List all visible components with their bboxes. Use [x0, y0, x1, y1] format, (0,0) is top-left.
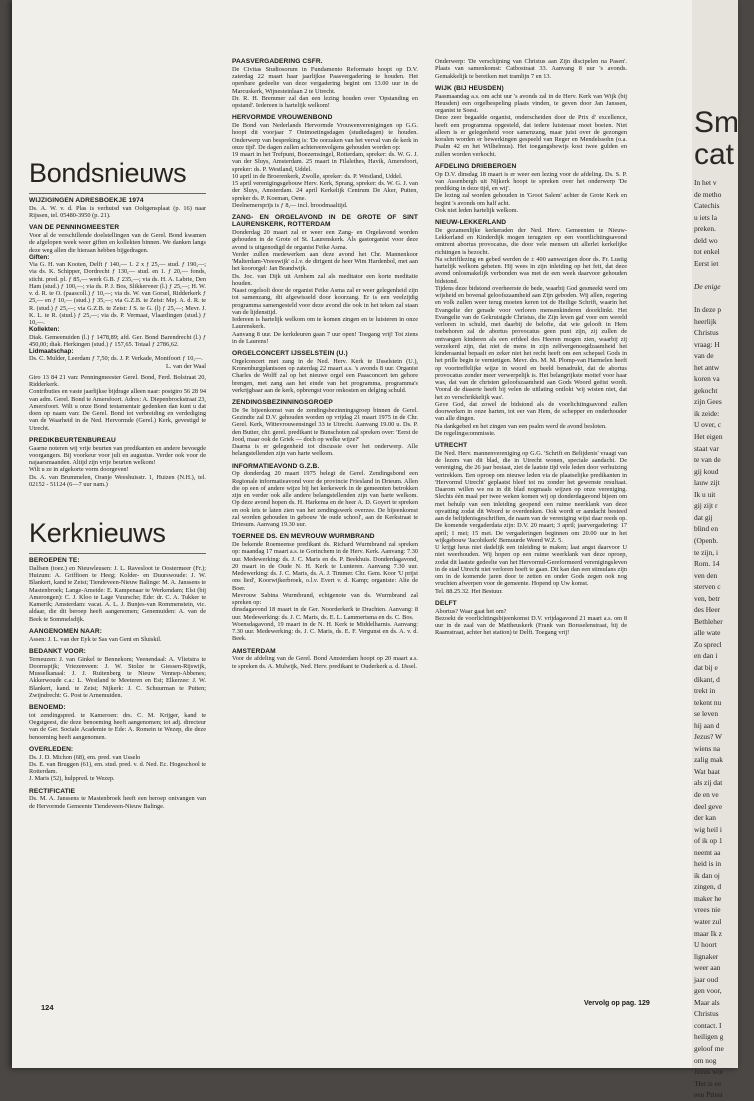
adjacent-text-line: gen voor,: [694, 986, 722, 996]
section-paragraph: Tel. 88.25.32. Het Bestuur.: [435, 587, 503, 595]
adjacent-text-line: om nog: [694, 1055, 717, 1065]
adjacent-text-line: U over, c: [694, 420, 721, 430]
section-paragraph: Deelnemersprijs is ƒ 8,— incl. broodmaaltijd.: [232, 201, 348, 209]
adjacent-text-line: ven, betr: [694, 593, 720, 603]
adjacent-text-line: ven den: [694, 570, 718, 580]
adjacent-text-line: [694, 292, 754, 304]
section-paragraph: Contributies en vaste jaarlijkse bijdrage alleen naar: postgiro 56 28 94 van adm. Gerel. Bond te Amersfoort. Adres: A. Diepenbrockstraat 23, Amersfoort. Wilt u onze Bond testamentair gedenken dan kunt u dat doen op naam van: De Gerel. Bond tot verbreiding en verdediging van de Waarheid in de Ned. Hervormde (Gerel.) Kerk, gevestigd te Utrecht.: [29, 388, 206, 432]
section-paragraph: dinsdagavond 18 maart in de Ger. Noorderkerk te Drachten. Aanvang: 8 uur. Medewerking: ds. J. C. Maris, ds. E. L. Lammertsma en ds. C. Bos.: [232, 606, 418, 621]
title-rule: [29, 553, 206, 554]
section-heading: AANGENOMEN NAAR:: [29, 627, 103, 635]
adjacent-text-line: maker he: [694, 893, 722, 903]
adjacent-text-line: Het eigen: [694, 432, 723, 442]
magazine-page: [12, 0, 738, 1068]
section-paragraph: Gaarne noteren wij vrije beurten van predikanten en andere bevoegde voorgangers. Bij voorkeur voor juli en augustus. Verder ook voor de najaarsmaanden. Altijd zijn vrije beurten welkom!: [29, 444, 206, 466]
adjacent-text-line: Wat baat: [694, 766, 720, 776]
section-heading: BEROEPEN TE:: [29, 557, 80, 564]
adjacent-text-line: deld wo: [694, 235, 718, 245]
section-paragraph: J. Maris (52), hulppred. te Wezep.: [29, 775, 115, 783]
section-paragraph: De Bond van Nederlands Hervormde Vrouwenverenigingen op G.G. hoopt dit voorjaar 7 Ontmoetingsdagen (studiedagen) te houden. Onderwerp van bespreking is: 'De oorzaken van het verval van de kerk in onze tijd'. De dagen zullen achtereenvolgens gehouden worden op:: [232, 122, 418, 151]
section-title-kerknieuws: Kerknieuws: [29, 518, 166, 548]
adjacent-text-line: lignaker: [694, 951, 719, 961]
right-section-list: [435, 58, 627, 637]
section-paragraph: Bezoekt de voorlichtingsbijeenkomst D.V. vrijdagavond 21 maart a.s. om 8 uur in de zaal van de Mattheuskerk (Frank van Borsselenstraat, bij de Raamstraat, achter het station) te Delft. Toegang vrij!: [435, 614, 627, 637]
adjacent-text-line: weer aan: [694, 963, 721, 973]
section-heading: DELFT: [435, 599, 457, 607]
adjacent-title-line-2: cat: [694, 138, 735, 171]
adjacent-page-fragment: [692, 0, 739, 1100]
section-paragraph: 15 april verenigingsgebouw Herv. Kerk, Sprang, spreker: ds. W. G. J. van der Sluys, Amsterdam. 24 april Kerkelijk Centrum De Aker, Putten, spreker ds. P. Koeman, Oene.: [232, 180, 418, 202]
adjacent-text-line: en dan i: [694, 651, 718, 661]
continued-note: Vervolg op pag. 129: [584, 1000, 650, 1007]
adjacent-text-line: gekocht: [694, 385, 718, 395]
adjacent-text-line: se leven: [694, 709, 719, 719]
adjacent-text-line: van de: [694, 351, 714, 361]
adjacent-text-line: Christus: [694, 1009, 719, 1019]
section-heading: PREDIKBEURTENBUREAU: [29, 436, 116, 444]
adjacent-text-line: dat gij: [694, 512, 713, 522]
adjacent-text-line: Jezus? W: [694, 732, 722, 742]
section-paragraph: De Ned. Herv. mannenvereniging op G.G. 'Schrift en Belijdenis' vraagt van de lezers van dit blad, die in Utrecht wonen, speciale aandacht. De vereniging, die 26 jaar bestaat, ziet de laatste tijd vele leden door verhuizing vertrekken. Een oproep om nieuwe leden via de plaatselijke predikanten in 'Hervormd Utrecht' geplaatst bleef tot nu zonder het gewenste resultaat. Daarom willen we nu in dit blad nogmaals wijzen op onze vereniging. Slechts één maal per twee weken komen wij op donderdagavond bijeen om met behulp van een inleiding geopend een ruime neerklank van deze opvatting zodat dit Woord te overdenken. Ook wordt er aandacht besteed aan de belijdenisgeschriften, de naam van de vereniging wijst daar reeds op.: [435, 449, 627, 522]
adjacent-text-line: zijn Gees: [694, 397, 722, 407]
section-paragraph: 19 maart in het Trefpunt, Boezemsingel, Rotterdam, spreker: ds. W. G. J. van der Sluys, Amsterdam. 25 maart in Filalethes, Havik, Amersfoort, spreker: ds. P. Westland, Uddel.: [232, 151, 418, 173]
adjacent-text-line: ik zeide:: [694, 408, 720, 418]
section-paragraph: Kollekten:: [29, 326, 60, 334]
adjacent-text-line: de en ve: [694, 789, 719, 799]
section-paragraph: De lezing zal worden gehouden in 'Groot Salem' achter de Grote Kerk en begint 's avonds om half acht.: [435, 192, 627, 207]
adjacent-text-line: [694, 269, 754, 281]
section-heading: ZANG- EN ORGELAVOND IN DE GROTE OF SINT LAURENSKERK, ROTTERDAM: [232, 214, 418, 229]
section-paragraph: De komende vergaderdata zijn: D.V. 20 maart; 3 april; jaarvergadering: 17 april; 1 mei; 15 mei. De vergaderingen beginnen om 20.00 uur in het wijkgebouw 'Jacobikerk' Bemuurde Weerd W.Z. 5.: [435, 522, 627, 544]
adjacent-text-line: Catechis: [694, 201, 720, 211]
section-paragraph: 10 april in de Broerenkerk, Zwolle, spreker: ds. P. Westland, Uddel.: [232, 172, 403, 180]
section-paragraph: Ds. A. W. v. d. Plas is verhuisd van Ooltgensplaat (p. 16) naar Rijssen, tel. 05480-3950 (p. 21).: [29, 204, 206, 219]
section-paragraph: Ds. A. van Brummelen, Oranje Weeshuisstr. 1, Huizen (N.H.), tel. 02152 - 51124 (6—7 uur nam.): [29, 473, 206, 488]
adjacent-text-line: In het v: [694, 178, 717, 187]
adjacent-text-line: tot enkel: [694, 247, 720, 257]
kerk-section-list: [29, 557, 206, 810]
section-paragraph: Tijdens deze bidstond overheerste de bede, waarbij God gesmeekt werd om wijsheid en bovenal geloofszaamheid aan Zijn geboden. Wij allen, regering en volk zullen weer terug moeten keren tot de Heilige Schrift, waarin het Evangelie der genade voor verloren mensenkinderen doorklinkt. Het Evangelie van de Gekruisigde Christus, die Zijn leven gaf voor een wereld verloren in schuld, met daarbij de belofte, dat wie gelooft in Hem toebehoren zal de abortus provocatus geen punt zijn, zij zullen de ontvangen kinderen als een erfdeel des Heeren mogen zien, waarbij zij verzekerd zijn, dat niet de mens in zijn zelfvergenoegdzaamheid het kinderaantal bepaalt en zeker niet het recht heeft om een schepsel Gods in het prille begin te vernietigen. Mevr. drs. M. M. Plomp-van Harmelen heeft op voortreffelijke wijze in woord en beeld benadrukt, dat de abortus provocatus zonder meer verwerpelijk is. Het belangrijkste motief voor haar was, dat van de christen geloofszaamheid aan Gods Woord geëist wordt. Vooral de diaserie heeft bij velen de uitlating ontlokt 'wij wisten niet, dat het zo verschrikkelijk was'.: [435, 284, 627, 401]
section-paragraph: Na dankgebed en het zingen van een psalm werd de avond besloten.: [435, 422, 607, 430]
adjacent-text-line: koren va: [694, 374, 720, 384]
adjacent-text-line: des Heer: [694, 605, 721, 615]
adjacent-text-line: zalig mak: [694, 755, 723, 765]
section-paragraph: Onderwerp: 'De verschijning van Christus aan Zijn discipelen na Pasen'. Plaats van samenkomst: Catbostraat 33. Aanvang 8 uur 's avonds. Gemakkelijk te bereiken met tramlijn 7 en 13.: [435, 58, 627, 80]
section-heading: PAASVERGADERING CSFR.: [232, 58, 323, 65]
section-paragraph: Woensdagavond, 19 maart in de N. H. Kerk te Middelharnis. Aanvang: 7.30 uur. Medewerking: ds. J. C. Maris, ds. E. F. Vergunst en ds. A. v. d. Beek.: [232, 620, 418, 643]
section-paragraph: Mevrouw Sabina Wurmbrand, echtgenote van ds. Wurmbrand zal spreken op:: [232, 591, 418, 606]
adjacent-text-line: deel geve: [694, 801, 723, 811]
section-paragraph: Terneuzen: J. van Ginkel te Bennekom; Veenendaal: A. Vlietstra te Doornspijk; Vriezenveen: J. W. Stolze te Giessen-Rijswijk, Musselkanaal: J. J. Ruitenberg te Nieuw Vennep-Abbenes; Akkerwoude c.a.: L. Westland te Meeteren en Est; Elkerzee: J. W. Blankert, kand. te Zeist; Nijkerk: J. C. Schuurman te Putten; Zwijndrecht: G. Post te Arnemuiden.: [29, 655, 206, 699]
section-paragraph: Giro 13 84 21 van: Penningmeester Gerel. Bond, Ferd. Bolstraat 20, Ridderkerk.: [29, 373, 206, 388]
section-heading: HERVORMDE VROUWENBOND: [232, 114, 333, 122]
adjacent-text-line: een Priest: [694, 1090, 723, 1100]
adjacent-text-line: te van de: [694, 455, 721, 465]
middle-section-list: [232, 58, 418, 670]
section-paragraph: Voor al de verschillende doelstellingen van de Gerel. Bond kwamen de afgelopen week weer giften en kollekten binnen. We danken langs deze weg allen die hieraan hebben bijgedragen.: [29, 232, 206, 254]
adjacent-text-line: hij aan d: [694, 720, 720, 730]
section-paragraph: Orgelconcert met zang in de Ned. Herv. Kerk te IJsselstein (U.), Kronenburgplantsoen op zaterdag 22 maart a.s. 's avonds 8 uur. Organist Charles de Wolff zal op het nieuwe orgel een Paasconcert ten gehore brengen, met zang aan het einde van het programma, programma's verkrijgbaar aan de kerk, opbrengst voor onkosten en delging schuld.: [232, 357, 418, 394]
adjacent-text-line: Maar als: [694, 997, 720, 1007]
adjacent-text-line: trekt in: [694, 686, 716, 696]
adjacent-text-line: wig heil i: [694, 824, 722, 834]
section-paragraph: Deze zeer begaafde organist, onderscheiden door de Prix d' excellence, heeft een programma opgesteld, dat iedere luisteraar moet boeien. Niet alleen is er gelegenheid voor samenzang, maar juist over de gezongen koralen worden er bewerkingen gespeeld van Reger en Mendelssohn (o.a. Psalm 42 en het Wilhelmus). Het toegangsbewijs kost twee gulden en zullen worden verkocht.: [435, 114, 627, 158]
section-paragraph: Voor de afdeling van de Gerel. Bond Amsterdam hoopt op 20 maart a.s. te spreken ds. A. Mulwijk, Ned. Herv. predikant te Ouderkerk a. d. IJssel.: [232, 655, 418, 670]
adjacent-title-line-1: Sm: [694, 106, 739, 139]
section-title-bondsnieuws: Bondsnieuws: [29, 158, 187, 188]
adjacent-text-lines: [694, 177, 754, 1101]
section-paragraph: Paasmaandag a.s. om acht uur 's avonds zal in de Herv. Kerk van Wijk (bij Heusden) een orgelbespeling plaats vinden, te geven door Jan Janssen, organist te Soest.: [435, 92, 627, 114]
title-rule: [29, 193, 206, 194]
adjacent-text-line: als zij dat: [694, 778, 723, 788]
section-paragraph: Wilt u ze in afgekorte vorm doorgeven!: [29, 466, 129, 474]
adjacent-text-line: de metho: [694, 189, 722, 199]
adjacent-text-line: heid is in: [694, 859, 722, 869]
section-paragraph: Diak. Gemeenuiden (l.) ƒ 1478,89; afd. Ger. Bond Barendrecht (l.) ƒ 450,00; diak. Herkingen (stud.) ƒ 157,65. Totaal ƒ 2786,62.: [29, 333, 206, 348]
adjacent-text-line: te zijn, i: [694, 547, 719, 557]
section-heading: WIJK (BIJ HEUSDEN): [435, 84, 504, 92]
adjacent-text-line: der kan: [694, 813, 716, 823]
adjacent-text-line: ik dan oj: [694, 870, 720, 880]
adjacent-text-line: staat var: [694, 443, 719, 453]
adjacent-text-line: heiligen g: [694, 1032, 724, 1042]
adjacent-text-line: Eerst iet: [694, 258, 719, 268]
bond-section-list: [29, 197, 206, 488]
section-paragraph: Dalfsen (toez.) en Nieuwleusen: J. L. Ravesloot te Oostermeer (Fr.); Huizum: A. Griffioen te Heeg; Kolder- en Duurswoude: J. W. Blankert, kand te Zeist; Tiendeveen-Nieuw Balinge: M. A. Janssens te Mastenbroek; Lange-Ameide: E. Kampenaar te Werkendam; Elst (bij Amerongen): C. J. Kloo te Lage Vuursche; Ede: dr. C. A. Tukker te Kamerik; Amsterdam: vacat. A. L. J. Bunjes-van Rommenstein, vic. aldaar, die dit beroep heeft aangenomen; Genemuiden: A. van de Beek te Sommelsdijk.: [29, 564, 206, 623]
adjacent-text-line: lauw zijt: [694, 478, 720, 488]
section-paragraph: U krijgt heus niet dadelijk een inleiding te maken; laat angst daarvoor U niet weerhouden. Wij hopen op een ruime weerklank van deze oproep, zodat dit laatste gedeelte van het Hervormd-Gereformeerd verenigingsleven in de stad Utrecht niet verloren hoeft te gaan. Dit kan dan een stimulans zijn om in de komende jaren door te zetten en onder Gods zegen ook nog vruchten afwerpen voor de gemeente. Hopend op Uw komst.: [435, 544, 627, 588]
column-middle: [232, 58, 418, 1008]
section-paragraph: Donderdag 20 maart zal er weer een Zang- en Orgelavond worden gehouden in de Grote of St. Laurenskerk. Als gastorganist voor deze avond is uitgenodigd de organist Feike Asma.: [232, 229, 418, 251]
adjacent-text-line: tekent nu: [694, 697, 722, 707]
section-paragraph: De gezamenlijke kerkeraden der Ned. Herv. Gemeenten te Nieuw-Lekkerland en Kinderdijk mogen terugzien op een voortlichtingsavond omtrent abortus provocatus, die door vele mensen uit allerlei kerkelijke richtingen is bezocht.: [435, 226, 627, 256]
section-heading: BEDANKT VOOR:: [29, 647, 86, 655]
adjacent-text-line: gij koud: [694, 466, 719, 476]
adjacent-text-line: U hoort: [694, 940, 717, 950]
section-heading: UTRECHT: [435, 442, 468, 449]
adjacent-text-line: zingen, d: [694, 882, 722, 892]
adjacent-text-line: jaar oud: [694, 974, 719, 984]
section-heading: BENOEMD:: [29, 704, 66, 711]
section-heading: AMSTERDAM: [232, 647, 276, 655]
adjacent-text-line: of ik op 1: [694, 836, 723, 846]
section-paragraph: Aanvang 8 uur. De kerkdeuren gaan 7 uur open! Toegang vrij! Tot ziens in de Laurens!: [232, 330, 418, 345]
column-right: [435, 58, 627, 998]
adjacent-text-line: Rom. 14: [694, 559, 720, 569]
section-paragraph: Op donderdag 20 maart 1975 belegt de Gerel. Zendingsbond een Regionale informatieavond voor de provincie Friesland in Drieum. Allen die op een of andere wijze bij het kerkewerk in de gemeenten betrokken zijn en verder ook alle andere belangstellenden zijn van harte welkom. Op deze avond hopen ds. H. Harkema en de heer A. D. Goyert te spreken en ook iets te laten zien van het zendingswerk overzee. De bijeenkomst zal worden gehouden in gebouw 'de oude school', aan de Kerkstraat te Driesum. Aanvang 19.30 uur.: [232, 470, 418, 528]
section-signature: L. van der Waal: [166, 362, 206, 370]
adjacent-text-line: water zul: [694, 917, 722, 926]
section-paragraph: De Civitas Studiosorum in Fundamento Reformato hoopt op D.V. zaterdag 22 maart haar jaarlijkse Paasvergadering te houden. Het openbare gedeelte van deze vergadering begint om 13.00 uur in de Marcuskerk, Wijnesteinlaan 2 te Utrecht.: [232, 65, 418, 95]
adjacent-text-line: blind en: [694, 524, 719, 534]
section-paragraph: Ds. M. A. Janssens te Mastenbroek heeft een beroep ontvangen van de Hervormde Gemeente Tiendeveen-Nieuw Balinge.: [29, 795, 206, 810]
section-paragraph: Geve God, dat zowel de bidstond als de voorlichtingsavond zullen doorwerken in onze harten, tot eer van Hem, de schepper en onderhouder van alle dingen.: [435, 400, 627, 423]
section-paragraph: Abortus? Waar gaat het om?: [435, 607, 507, 615]
adjacent-text-line: (Openb.: [694, 535, 719, 545]
adjacent-text-line: wiens na: [694, 743, 721, 753]
section-heading: WIJZIGINGEN ADRESBOEKJE 1974: [29, 197, 144, 204]
adjacent-text-line: sterven c: [694, 582, 721, 592]
section-paragraph: Ds. J. D. Michon (68), em. pred. van Usselo: [29, 753, 141, 761]
adjacent-text-line: dat bij e: [694, 662, 718, 672]
section-paragraph: tot zendingspred. te Kameroen: drs. C. M. Krijger, kand te Oegstgeest, die deze benoeming heeft aangenomen; tot adj. directeur van de Ger. Sociale Academie te Ede: A. Romein te Wezep, die deze benoeming heeft aangenomen.: [29, 711, 206, 741]
adjacent-text-line: vrees nie: [694, 905, 721, 915]
adjacent-text-line: preken.: [694, 224, 716, 234]
section-paragraph: Iedereen is hartelijk welkom om te komen zingen en te luisteren in onze Laurenskerk.: [232, 316, 418, 331]
section-paragraph: Assen: J. L. van der Eyk te Sas van Gent en Sluiskil.: [29, 635, 162, 643]
section-paragraph: De regelingscommissie.: [435, 429, 496, 437]
adjacent-text-line: u iets la: [694, 212, 717, 222]
section-paragraph: Lidmaatschap:: [29, 348, 74, 355]
section-heading: TOERNEE DS. EN MEVROUW WURMBRAND: [232, 533, 375, 541]
adjacent-text-line: dikant, d: [694, 674, 720, 684]
section-heading: AFDELING DRIEBERGEN: [435, 162, 517, 170]
section-paragraph: Op D.V. dinsdag 18 maart is er weer een lezing voor de afdeling. Ds. S. P. van Assenbergh uit Nijkerk hoopt te spreken over het onderwerp 'De prediking in deze tijd, en wij'.: [435, 170, 627, 192]
column-left: [29, 158, 206, 998]
section-heading: NIEUW-LEKKERLAND: [435, 219, 507, 226]
adjacent-text-line: Zo sprecl: [694, 639, 722, 649]
section-paragraph: Ds. E. van Bruggen (61), em. stud. pred. v. d. Ned. Ec. Hogeschool te Rotterdam.: [29, 760, 206, 775]
section-paragraph: De 9e bijeenkomst van de zendingsbezinningsgroep binnen de Gerel. Gezindte zal D.V. gehouden worden op vrijdag 21 maart 1975 in de Chr. Gerel. Kerk, Wittevrouwensingel 33 te Utrecht. Aanvang 19.00 u. Ds. P. den Butter, chr. gerel. predikant te Bunschoten zal spreken over: 'Eerst de Jood, maar ook de Griek — doch op welke wijze?': [232, 406, 418, 443]
section-paragraph: Ds. Joc. van Dijk uit Arnhem zal als meditator een korte meditatie houden.: [232, 272, 418, 287]
adjacent-text-line: Jezus wor: [694, 1067, 724, 1077]
section-paragraph: Via G. H. van Kooten, Delft ƒ 140,— 1. 2 x ƒ 25,— stud. ƒ 190,—; via ds. K. Schipper, Dordrecht ƒ 130,— stud. en 1. ƒ 20,— fonds, sticht. pred. pl. ƒ 85,— werk G.B. ƒ 235,—; via ds. H. A. Labrie, Den Ham (stud.) ƒ 100,—; via ds. P. J. Bos, Slikkerveer (l.) ƒ 25,—; H. W. v. d. R. te O. (paascoll.) ƒ 10,—; via ds. W. van Gorsel, Ridderkerk ƒ 25,— en ƒ 10,— (stud.) ƒ 35,—; via G.Z.B. te Zeist: Mej. A. d. R. te R. (stud.) ƒ 25,—; via G.Z.B. te Zeist: J S. te G. (l) ƒ 25,—; Mevr. J. K. L. te R. (stud.) ƒ 25,—; via ds. P. Vermaat, Vlaardingen (stud.) ƒ 10,—.: [29, 261, 206, 326]
adjacent-text-line: het antw: [694, 362, 720, 372]
section-paragraph: Ds. C. Mulder, Leerdam ƒ 7,50; ds. J. P. Verkade, Montfoort ƒ 10,—.: [29, 355, 203, 363]
adjacent-text-line: Ik u uit: [694, 489, 716, 499]
section-heading: INFORMATIEAVOND G.Z.B.: [232, 462, 320, 470]
section-heading: OVERLEDEN:: [29, 745, 74, 753]
section-paragraph: Na schriftlezing en gebed werden de ± 400 aanwezigen door ds. Fr. Lustig hartelijk welkom geheten. Hij wees in zijn inleiding op het feit, dat deze avond onlosmakelijk verbonden was met de een week daarvoor gehouden bidstond.: [435, 255, 627, 285]
adjacent-text-line: Bethleher: [694, 616, 723, 626]
adjacent-text-line: geloof me: [694, 1044, 724, 1054]
adjacent-text-line: De enige: [694, 281, 721, 291]
section-paragraph: De bekende Roemeense predikant ds. Richard Wurmbrand zal spreken op: maandag 17 maart a.s. te Gorinchem in de Herv. Kerk. Aanvang: 7.30 uur. Medewerking: ds. J. C. Maris en ds. P. Beekhuis. Donderdagavond, 20 maart in de Oude N. H. Kerk te Lunteren. Aanvang 7.30 uur. Medewerking: ds. J. C. Maris, ds. A. J. Timmer. Chr. Gem. Koor 'U prijst ons lied', Koorwijkerbroek, o.l.v. Evert v. d. Kamp; organiste: Alie de Boer.: [232, 541, 418, 592]
adjacent-text-line: contact. I: [694, 1020, 722, 1030]
adjacent-text-line: maar Ik z: [694, 928, 722, 938]
adjacent-text-line: In deze p: [694, 305, 722, 315]
adjacent-text-line: alle wate: [694, 628, 721, 638]
adjacent-text-line: neemt aa: [694, 847, 721, 857]
adjacent-text-line: gij zijt r: [694, 501, 718, 511]
section-heading: RECTIFICATIE: [29, 787, 76, 795]
section-paragraph: Daarna is er gelegenheid tot discussie over het onderwerp. Alle belangstellenden zijn van harte welkom.: [232, 443, 418, 458]
adjacent-text-line: Christus: [694, 328, 719, 338]
page-number: 124: [41, 1003, 54, 1012]
section-paragraph: Verder zullen medewerken aan deze avond het Chr. Mannenkoor 'Malterdam-Vreeswijk' o.l.v. de dirigent de heer Wim Hardenbol, met aan het koororgel: Jan Brandwijk.: [232, 250, 418, 273]
section-paragraph: Dr. R. H. Bremmer zal dan een lezing houden over 'Opstanding en opstand'. Iedereen is hartelijk welkom!: [232, 94, 418, 109]
section-paragraph: Naast orgelsoli door de organist Feike Asma zal er weer gelegenheid zijn tot samenzang, dit afgewisseld door koorzang. Er is een veelzijdig programma samengesteld voor deze avond die ook in het teken zal staan van de lijdenstijd.: [232, 287, 418, 316]
adjacent-text-line: vraag: H: [694, 339, 720, 349]
section-paragraph: Giften:: [29, 253, 50, 261]
adjacent-text-line: heerlijk: [694, 316, 717, 326]
section-heading: ZENDINGSBEZINNINGSGROEP: [232, 399, 333, 406]
section-paragraph: Ook niet leden hartelijk welkom.: [435, 206, 519, 214]
section-heading: ORGELCONCERT IJSSELSTEIN (U.): [232, 350, 348, 357]
adjacent-text-line: 'Het is ee: [694, 1078, 722, 1088]
section-heading: VAN DE PENNINGMEESTER: [29, 224, 120, 232]
